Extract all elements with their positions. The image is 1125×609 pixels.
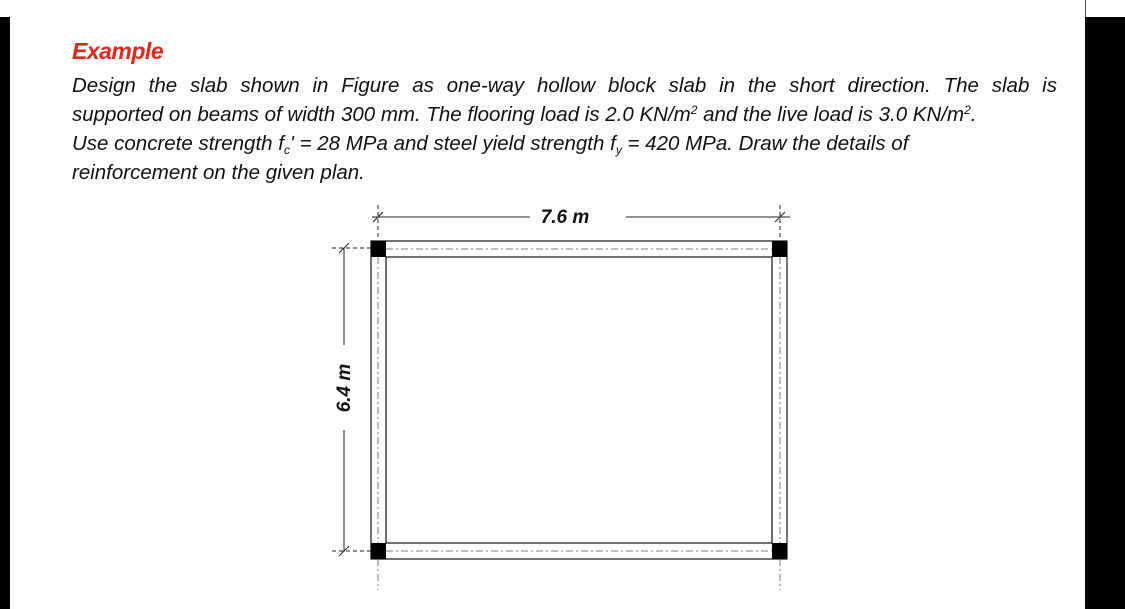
dimension-label-horizontal: 7.6 m <box>540 207 590 228</box>
superscript: 2 <box>964 103 971 117</box>
statement-text: . <box>970 103 977 126</box>
beam-centerlines <box>378 249 780 590</box>
column-top-right <box>772 241 787 257</box>
statement-line-1: Design the slab shown in Figure as one-way hollow block slab in the short direction. The slab is <box>72 74 1057 97</box>
column-bottom-left <box>371 543 386 559</box>
subscript-y: y <box>615 143 622 157</box>
statement-text: ' = 28 MPa and steel yield strength <box>289 132 611 155</box>
statement-line-4: reinforcement on the given plan. <box>72 161 365 184</box>
column-top-left <box>371 241 386 257</box>
symbol-f: f <box>610 132 616 155</box>
symbol-f: f <box>278 132 284 155</box>
statement-text: = 420 MPa. Draw the details of <box>621 132 909 155</box>
statement-text: Use concrete strength <box>72 132 279 155</box>
statement-text: and the live load is 3.0 KN/m <box>697 103 965 126</box>
statement-text: supported on beams of width 300 mm. The flooring load is 2.0 KN/m <box>72 103 691 126</box>
superscript: 2 <box>690 103 698 117</box>
columns <box>371 241 787 559</box>
column-bottom-right <box>772 543 787 559</box>
beam-outlines <box>371 241 787 559</box>
subscript-c: c <box>283 143 290 157</box>
example-heading: Example <box>72 38 164 64</box>
dimension-label-vertical: 6.4 m <box>334 363 355 413</box>
